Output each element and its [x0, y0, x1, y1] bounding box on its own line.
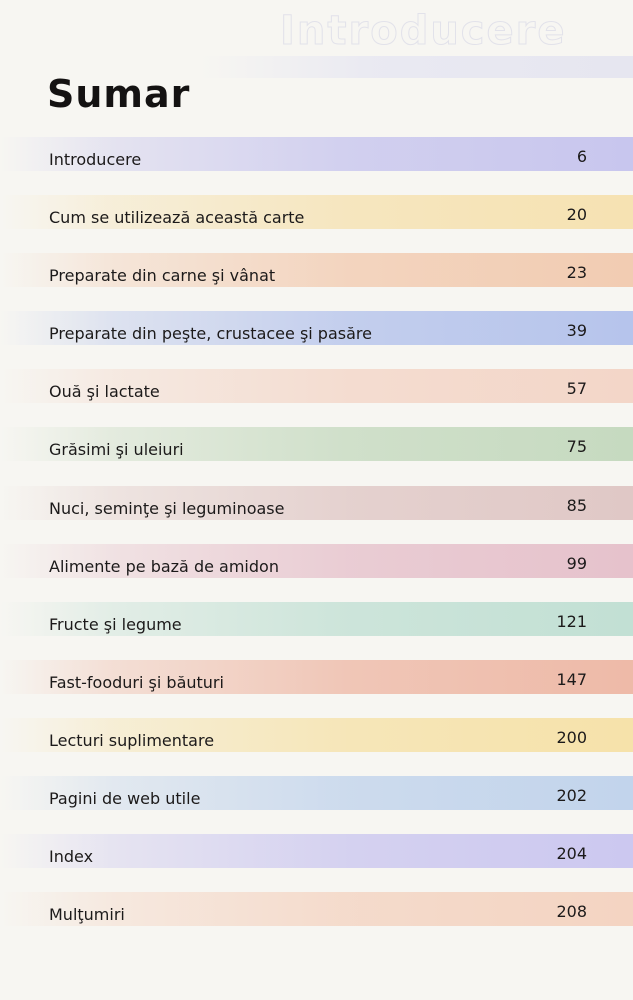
toc-row[interactable] — [0, 776, 633, 810]
header-decor-band — [200, 56, 633, 78]
toc-page-number: 204 — [556, 844, 587, 864]
toc-row[interactable] — [0, 427, 633, 461]
toc-label: Index — [49, 847, 94, 867]
toc-page-number: 85 — [566, 495, 587, 515]
toc-label: Preparate din carne şi vânat — [49, 266, 276, 286]
toc-page-number: 6 — [576, 147, 587, 166]
toc-row[interactable] — [0, 195, 633, 229]
toc-label: Cum se utilizează această carte — [49, 208, 305, 228]
toc-page-number: 39 — [566, 321, 587, 341]
toc-page-number: 75 — [566, 437, 587, 457]
toc-row[interactable] — [0, 834, 633, 868]
toc-row[interactable] — [0, 892, 633, 926]
toc-label: Mulţumiri — [49, 905, 125, 925]
toc-label: Lecturi suplimentare — [49, 730, 215, 750]
toc-page-number: 20 — [566, 205, 587, 225]
toc-row[interactable] — [0, 660, 633, 694]
toc-label: Preparate din peşte, crustacee şi pasăre — [49, 324, 372, 344]
toc-label: Nuci, seminţe şi leguminoase — [49, 498, 285, 518]
toc-label: Introducere — [49, 150, 142, 169]
toc-row[interactable] — [0, 369, 633, 403]
toc-row[interactable] — [0, 602, 633, 636]
toc-page-number: 200 — [556, 727, 587, 747]
toc-page-number: 202 — [556, 786, 587, 806]
toc-page-number: 99 — [566, 553, 587, 573]
toc-row[interactable] — [0, 486, 633, 520]
toc-row[interactable] — [0, 137, 633, 171]
toc-page-number: 147 — [556, 669, 587, 689]
toc-page-number: 121 — [556, 611, 587, 631]
toc-label: Grăsimi şi uleiuri — [49, 440, 184, 460]
page-title: Sumar — [47, 72, 191, 116]
toc-page-number: 57 — [566, 379, 587, 399]
ghost-section-title: Introducere — [280, 8, 567, 54]
toc-label: Ouă şi lactate — [49, 382, 160, 402]
toc-label: Fructe şi legume — [49, 614, 182, 634]
toc-row[interactable] — [0, 718, 633, 752]
toc-row[interactable] — [0, 544, 633, 578]
table-of-contents — [0, 137, 633, 950]
toc-label: Fast-fooduri şi băuturi — [49, 672, 224, 692]
toc-row[interactable] — [0, 311, 633, 345]
toc-label: Alimente pe bază de amidon — [49, 556, 279, 576]
toc-page-number: 208 — [556, 902, 587, 922]
toc-row[interactable] — [0, 253, 633, 287]
toc-label: Pagini de web utile — [49, 789, 201, 809]
toc-page-number: 23 — [566, 263, 587, 283]
